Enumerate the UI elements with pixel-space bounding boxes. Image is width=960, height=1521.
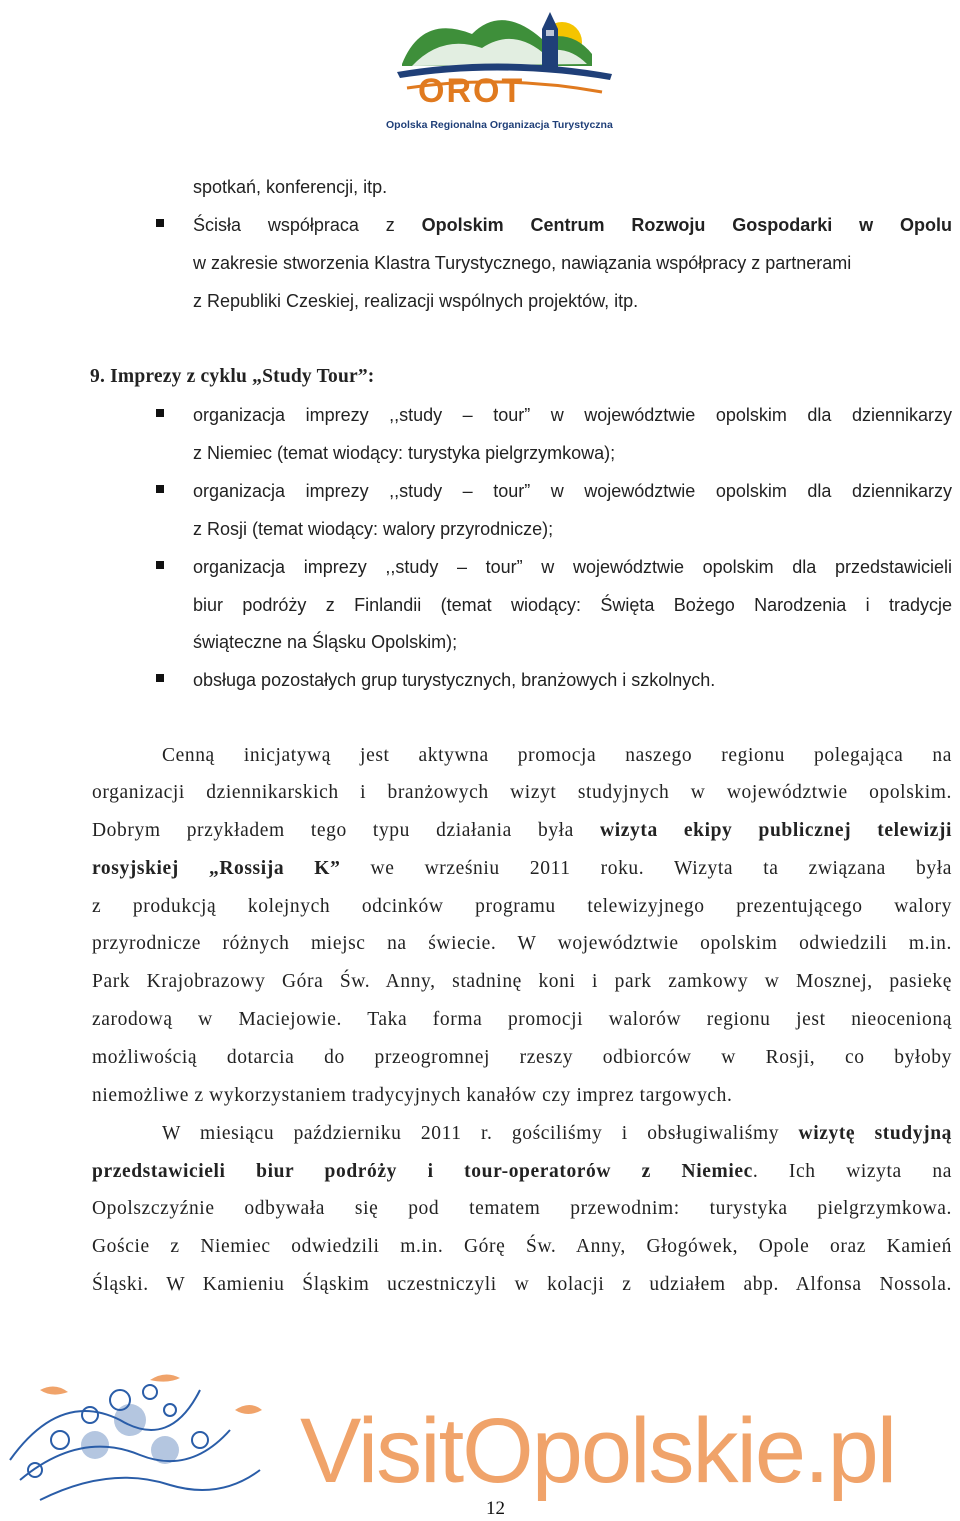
orot-logo	[382, 4, 634, 134]
text-line: organizacja imprezy ,,study – tour” w województwie opolskim dla przedstawicieli	[193, 557, 952, 577]
paragraph-line: Goście z Niemiec odwiedzili m.in. Górę Św. Anny, Głogówek, Opole oraz Kamień	[92, 1236, 952, 1257]
paragraph-line: rosyjskiej „Rossija K” we wrześniu 2011 roku. Wizyta ta związana była	[92, 858, 952, 879]
page-number: 12	[486, 1498, 505, 1519]
paragraph-line: zarodową w Maciejowie. Taka forma promocji walorów regionu jest nieocenioną	[92, 1009, 952, 1030]
text-line: spotkań, konferencji, itp.	[193, 177, 388, 197]
paragraph-line: organizacji dziennikarskich i branżowych wizyt studyjnych w województwie opolskim.	[92, 782, 952, 803]
bullet-icon	[156, 409, 164, 417]
text-line: z Republiki Czeskiej, realizacji wspólnych projektów, itp.	[193, 291, 639, 311]
paragraph-line: przyrodnicze różnych miejsc na świecie. W województwie opolskim odwiedzili m.in.	[92, 933, 952, 954]
bullet-icon	[156, 561, 164, 569]
visitopolskie-brand-text: VisitOpolskie.pl	[300, 1400, 896, 1502]
paragraph-line: Śląski. W Kamieniu Śląskim uczestniczyli w kolacji z udziałem abp. Alfonsa Nossola.	[92, 1274, 952, 1295]
visitopolskie-logo	[0, 1370, 960, 1521]
paragraph-line: Dobrym przykładem tego typu działania była wizyta ekipy publicznej telewizji	[92, 820, 952, 841]
paragraph-line: z produkcją kolejnych odcinków programu telewizyjnego prezentującego walory	[92, 896, 952, 917]
orot-logo-graphic	[382, 4, 634, 134]
orot-logo-subtitle: Opolska Regionalna Organizacja Turystyczna	[386, 119, 613, 131]
bullet-icon	[156, 485, 164, 493]
paragraph-line: przedstawicieli biur podróży i tour-operatorów z Niemiec. Ich wizyta na	[92, 1161, 952, 1182]
text-line: z Niemiec (temat wiodący: turystyka pielgrzymkowa);	[193, 443, 616, 463]
section-heading: 9. Imprezy z cyklu „Study Tour”:	[90, 366, 375, 387]
paragraph-line: Cenną inicjatywą jest aktywna promocja naszego regionu polegająca na	[162, 745, 952, 766]
text-line: obsługa pozostałych grup turystycznych, branżowych i szkolnych.	[193, 670, 716, 690]
text-line: świąteczne na Śląsku Opolskim);	[193, 632, 458, 652]
orot-logo-text: OROT	[418, 72, 525, 110]
paragraph-line: Park Krajobrazowy Góra Św. Anny, stadninę koni i park zamkowy w Mosznej, pasiekę	[92, 971, 952, 992]
lace-ornament-icon	[10, 1385, 260, 1500]
text-line: organizacja imprezy ,,study – tour” w województwie opolskim dla dziennikarzy	[193, 405, 952, 425]
paragraph-line: W miesiącu październiku 2011 r. gościliśmy i obsługiwaliśmy wizytę studyjną	[162, 1123, 952, 1144]
text-line: organizacja imprezy ,,study – tour” w województwie opolskim dla dziennikarzy	[193, 481, 952, 501]
bullet-icon	[156, 219, 164, 227]
text-line: z Rosji (temat wiodący: walory przyrodnicze);	[193, 519, 554, 539]
paragraph-line: Opolszczyźnie odbywała się pod tematem przewodnim: turystyka pielgrzymkowa.	[92, 1198, 952, 1219]
visitopolskie-footer	[0, 1370, 960, 1521]
text-line: biur podróży z Finlandii (temat wiodący: Święta Bożego Narodzenia i tradycje	[193, 595, 952, 615]
paragraph-line: możliwością dotarcia do przeogromnej rzeszy odbiorców w Rosji, co byłoby	[92, 1047, 952, 1068]
text-line: w zakresie stworzenia Klastra Turystycznego, nawiązania współpracy z partnerami	[193, 253, 852, 273]
bullet-icon	[156, 674, 164, 682]
paragraph-line: niemożliwe z wykorzystaniem tradycyjnych kanałów czy imprez targowych.	[92, 1085, 733, 1106]
text-line: Ścisła współpraca z Opolskim Centrum Rozwoju Gospodarki w Opolu	[193, 215, 952, 235]
